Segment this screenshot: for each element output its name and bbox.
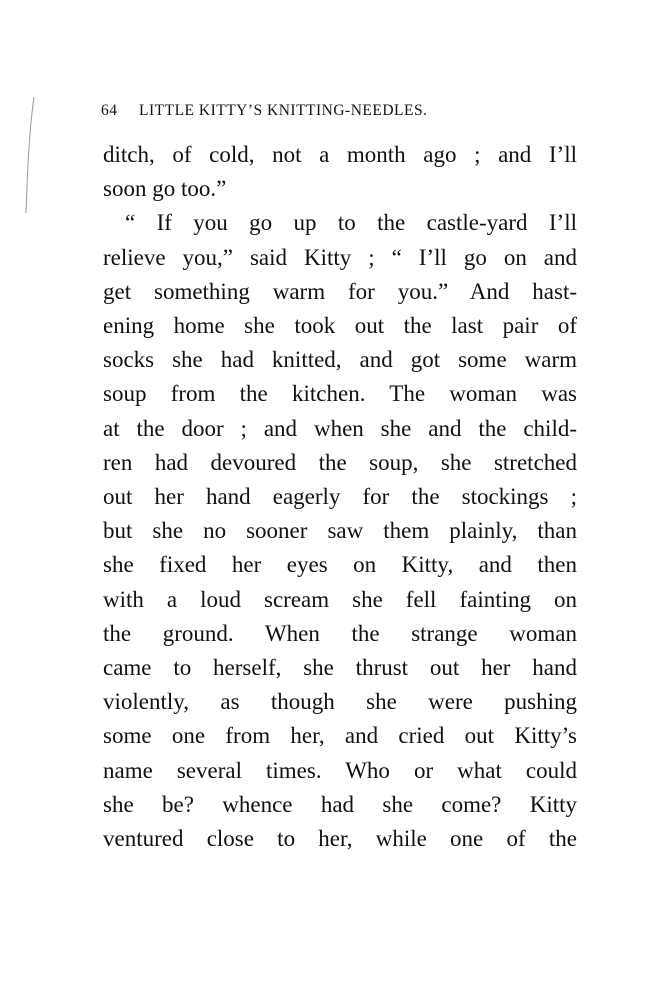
text-line: the ground. When the strange woman <box>103 620 577 646</box>
text-line: get something warm for you.” And hast- <box>103 278 577 304</box>
text-line: some one from her, and cried out Kitty’s <box>103 723 577 749</box>
text-line: soup from the kitchen. The woman was <box>103 381 577 407</box>
page-number: 64 <box>101 102 118 119</box>
running-title: LITTLE KITTY’S KNITTING-NEEDLES. <box>139 102 428 119</box>
text-line: socks she had knitted, and got some warm <box>103 347 577 373</box>
text-line: ditch, of cold, not a month ago ; and I’ll <box>103 142 577 167</box>
text-line: ventured close to her, while one of the <box>103 826 577 852</box>
body-text <box>103 138 577 856</box>
text-line: out her hand eagerly for the stockings ; <box>103 484 577 510</box>
text-line: with a loud scream she fell fainting on <box>103 586 577 612</box>
text-line: “ If you go up to the castle-yard I’ll <box>125 210 577 236</box>
margin-pencil-mark <box>20 95 40 215</box>
text-line: violently, as though she were pushing <box>103 689 577 715</box>
text-line: ren had devoured the soup, she stretched <box>103 449 577 475</box>
page-header <box>101 102 561 120</box>
text-line: name several times. Who or what could <box>103 757 577 783</box>
text-line: she fixed her eyes on Kitty, and then <box>103 552 577 578</box>
text-line: at the door ; and when she and the child- <box>103 415 577 441</box>
text-line: relieve you,” said Kitty ; “ I’ll go on and <box>103 244 577 270</box>
text-line: ening home she took out the last pair of <box>103 313 577 339</box>
text-line: soon go too.” <box>103 176 227 202</box>
text-line: she be? whence had she come? Kitty <box>103 791 577 817</box>
text-line: but she no sooner saw them plainly, than <box>103 518 577 544</box>
text-line: came to herself, she thrust out her hand <box>103 655 577 681</box>
